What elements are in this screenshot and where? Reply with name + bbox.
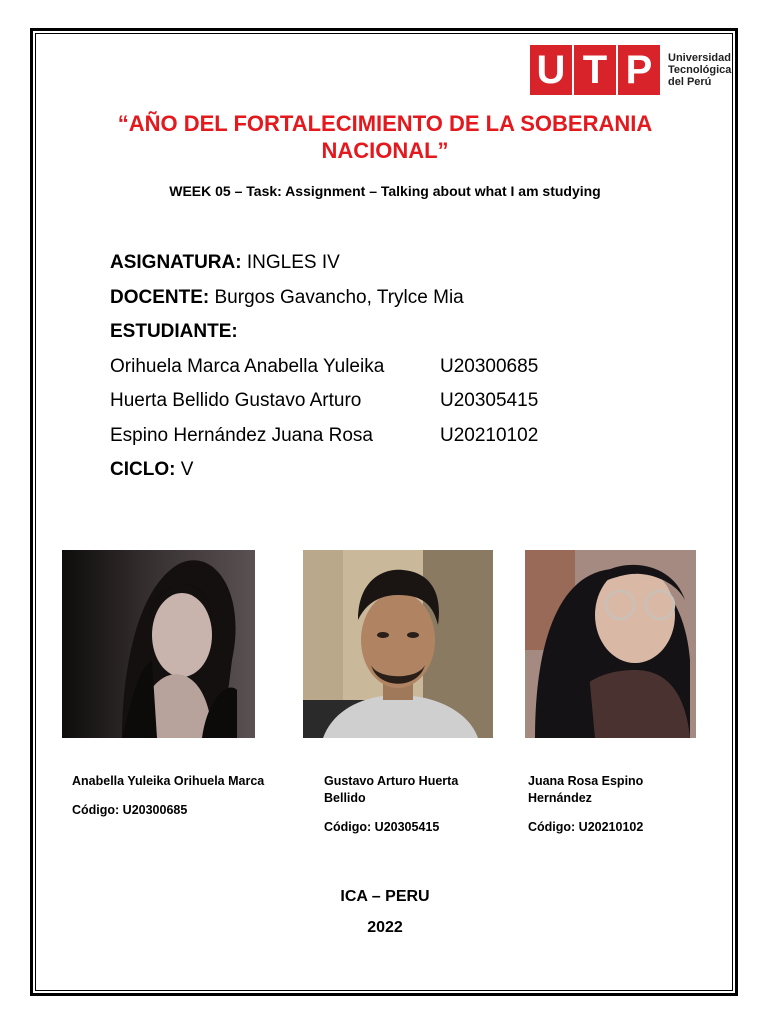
- document-title: “AÑO DEL FORTALECIMIENTO DE LA SOBERANIA NACIONAL”: [117, 111, 653, 163]
- student-photo-gustavo: [303, 550, 493, 738]
- caption-gustavo: Gustavo Arturo Huerta Bellido Código: U20305415: [324, 774, 459, 834]
- student-photo-anabella: [62, 550, 255, 738]
- footer-place: ICA – PERU: [340, 888, 430, 905]
- logo-letter-u: U: [530, 45, 572, 95]
- docente-row: DOCENTE: Burgos Gavancho, Trylce Mia: [110, 286, 464, 308]
- task-subtitle: WEEK 05 – Task: Assignment – Talking about what I am studying: [169, 183, 601, 199]
- logo-university-name: Universidad Tecnológica del Perú: [668, 52, 732, 88]
- estudiante-row: ESTUDIANTE:: [110, 321, 238, 342]
- course-info: [110, 248, 539, 490]
- page-border-inner: [35, 33, 733, 991]
- footer-year: 2022: [367, 919, 403, 936]
- student-row: Huerta Bellido Gustavo Arturo U20305415: [110, 390, 539, 411]
- student-row: Espino Hernández Juana Rosa U20210102: [110, 424, 539, 446]
- asignatura-row: ASIGNATURA: INGLES IV: [110, 252, 340, 273]
- ciclo-row: CICLO: V: [110, 459, 194, 480]
- logo-letter-t: T: [574, 45, 616, 95]
- logo-letter-p: P: [618, 45, 660, 95]
- caption-juana: Juana Rosa Espino Hernández Código: U20210102: [528, 774, 644, 834]
- student-photo-juana: [525, 550, 696, 738]
- student-row: Orihuela Marca Anabella Yuleika U20300685: [110, 355, 539, 377]
- utp-logo: [530, 45, 731, 95]
- caption-anabella: Anabella Yuleika Orihuela Marca Código: U20300685: [72, 774, 265, 817]
